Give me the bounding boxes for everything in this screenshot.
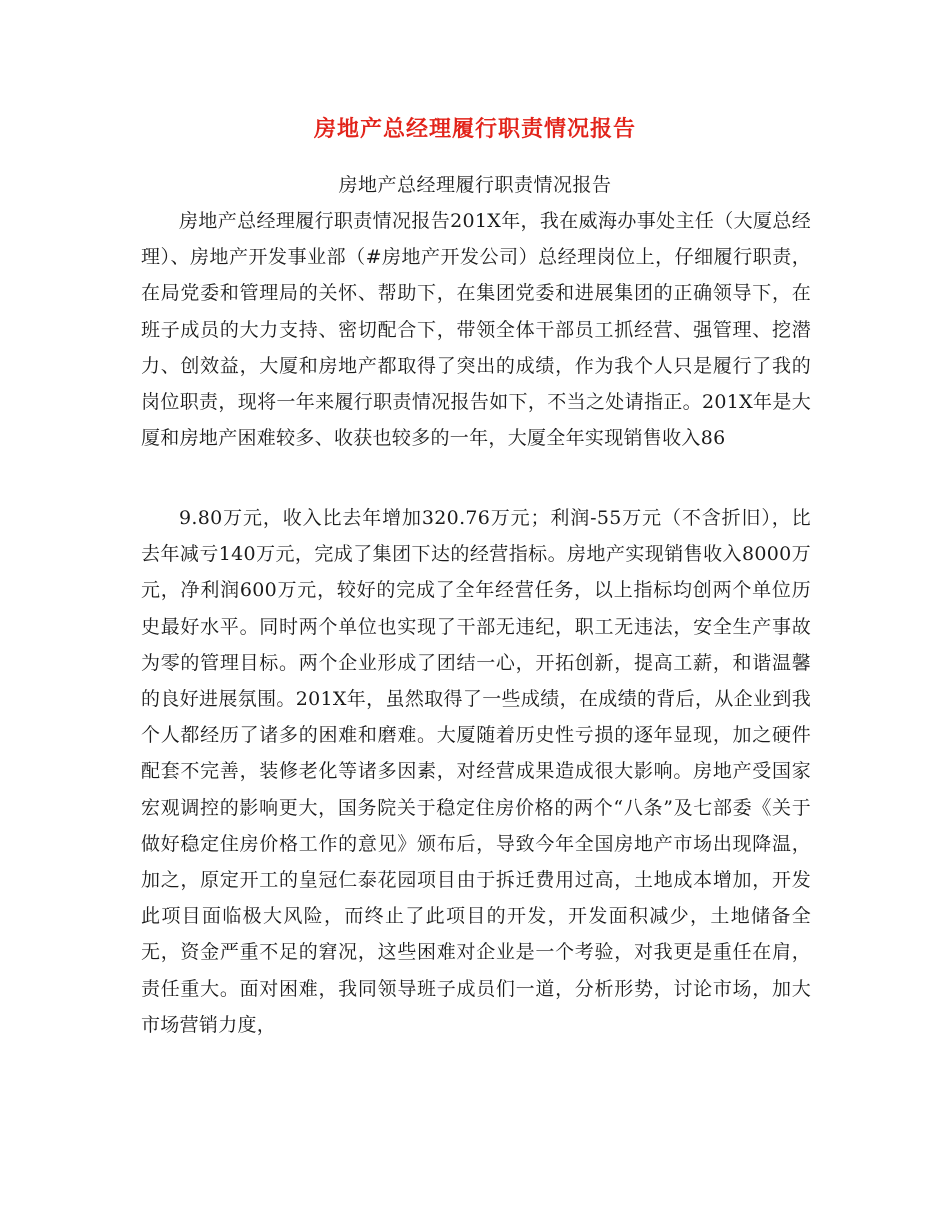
body-paragraph-1: 房地产总经理履行职责情况报告201X年，我在威海办事处主任（大厦总经理）、房地产开发事业部（#房地产开发公司）总经理岗位上，仔细履行职责，在局党委和管理局的关怀、帮助下，在集团党委和进展集团的正确领导下，在班子成员的大力支持、密切配合下，带领全体干部员工抓经营、强管理、挖潜力、创效益，大厦和房地产都取得了突出的成绩，作为我个人只是履行了我的岗位职责，现将一年来履行职责情况报告如下，不当之处请指正。201X年是大厦和房地产困难较多、收获也较多的一年，大厦全年实现销售收入86	[141, 210, 811, 450]
document-title: 房地产总经理履行职责情况报告	[313, 116, 636, 142]
body-paragraph-2: 9.80万元，收入比去年增加320.76万元；利润-55万元（不含折旧），比去年减亏140万元，完成了集团下达的经营指标。房地产实现销售收入8000万元，净利润600万元，较好的完成了全年经营任务，以上指标均创两个单位历史最好水平。同时两个单位也实现了干部无违纪，职工无违法，安全生产事故为零的管理目标。两个企业形成了团结一心，开拓创新，提高工薪，和谐温馨的良好进展氛围。201X年，虽然取得了一些成绩，在成绩的背后，从企业到我个人都经历了诸多的困难和磨难。大厦随着历史性亏损的逐年显现，加之硬件配套不完善，装修老化等诸多因素，对经营成果造成很大影响。房地产受国家宏观调控的影响更大，国务院关于稳定住房价格的两个“八条”及七部委《关于做好稳定住房价格工作的意见》颁布后，导致今年全国房地产市场出现降温，加之，原定开工的皇冠仁泰花园项目由于拆迁费用过高，土地成本增加，开发此项目面临极大风险，而终止了此项目的开发，开发面积减少，土地储备全无，资金严重不足的窘况，这些困难对企业是一个考验，对我更是重任在肩，责任重大。面对困难，我同领导班子成员们一道，分析形势，讨论市场，加大市场营销力度，	[141, 507, 811, 1036]
document-subtitle: 房地产总经理履行职责情况报告	[338, 174, 612, 196]
